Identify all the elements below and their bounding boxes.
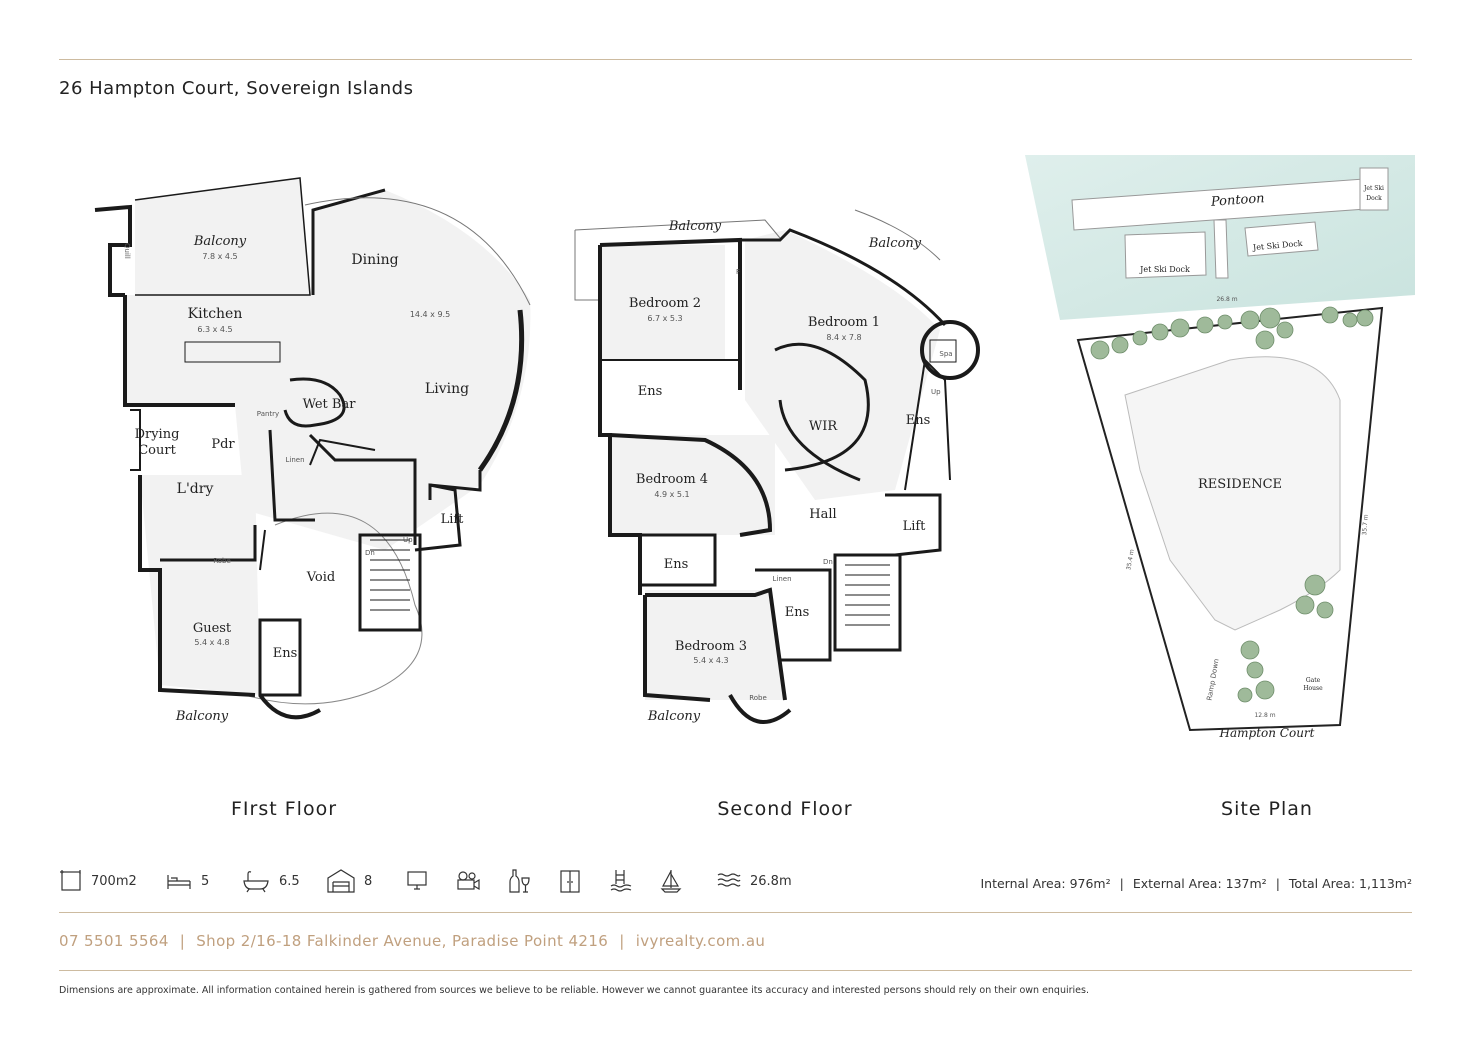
contact-line — [59, 932, 765, 950]
ff-ldry-label: L'dry — [176, 481, 214, 497]
contact-separator: | — [179, 932, 186, 950]
sf-f-label: F — [736, 268, 741, 276]
ff-ens-label: Ens — [272, 646, 298, 661]
garage-icon — [326, 868, 356, 894]
ff-balcony-label: Balcony — [193, 234, 247, 249]
site-dim-left: 35.4 m — [1125, 548, 1136, 571]
ff-living-dim: 14.4 x 9.5 — [409, 310, 451, 319]
ff-lift-label: Lift — [440, 512, 464, 527]
sf-ens-label-2: Ens — [905, 413, 931, 428]
sf-balcony-right-label: Balcony — [868, 236, 922, 251]
land-value: 700m2 — [91, 873, 137, 889]
phone-link[interactable]: 07 5501 5564 — [59, 932, 169, 950]
external-area: External Area: 137m² — [1132, 876, 1267, 891]
ff-drying-label-1: Drying — [134, 427, 180, 442]
sf-wir-label: WIR — [808, 419, 838, 434]
feature-pool — [609, 866, 641, 896]
site-gatehouse-b: House — [1303, 685, 1323, 692]
ff-pdr-label: Pdr — [211, 437, 235, 452]
ff-kitchen-label: Kitchen — [187, 306, 243, 322]
site-gatehouse-a: Gate — [1305, 677, 1321, 684]
site-jetski-dock-3a: Jet Ski — [1364, 185, 1384, 192]
sf-balcony-top-label: Balcony — [668, 219, 722, 234]
page-title: 26 Hampton Court, Sovereign Islands — [59, 78, 414, 99]
top-rule — [59, 59, 1412, 60]
sf-bedroom3-label: Bedroom 3 — [674, 639, 748, 654]
sailboat-icon — [659, 868, 683, 894]
bottom-rule — [59, 970, 1412, 971]
sf-robe-label: Robe — [749, 694, 767, 702]
area-separator: | — [1119, 876, 1124, 891]
ff-guest-label: Guest — [192, 621, 232, 636]
sf-balcony-bottom-label: Balcony — [647, 709, 701, 724]
pool-icon — [609, 868, 633, 894]
ff-up-label: Up — [403, 536, 413, 544]
site-dim-top: 26.8 m — [1216, 296, 1238, 303]
site-jetski-dock-2: Jet Ski Dock — [1252, 238, 1303, 253]
ff-quill-label: Quill — [123, 243, 131, 259]
ff-robe-label: Robe — [213, 557, 231, 565]
feature-waterfront — [716, 866, 792, 896]
sf-hall-label: Hall — [809, 507, 837, 522]
feature-land — [59, 866, 137, 896]
first-floor-plan — [85, 150, 545, 750]
office-address: Shop 2/16-18 Falkinder Avenue, Paradise Point 4216 — [196, 932, 609, 950]
site-residence-label: RESIDENCE — [1197, 477, 1283, 492]
feature-boating — [659, 866, 691, 896]
bathtub-icon — [241, 869, 271, 893]
feature-wine — [507, 866, 539, 896]
bed-icon — [165, 869, 193, 893]
disclaimer-text: Dimensions are approximate. All information contained herein is gathered from sources we believe to be reliable. However we cannot guarantee its accuracy and interested persons should rely on their own enquiries. — [59, 985, 1089, 996]
site-dim-bottom: 12.8 m — [1254, 712, 1276, 719]
waterfront-value: 26.8m — [750, 873, 792, 889]
feature-garage — [326, 866, 372, 896]
site-hampton-court-label: Hampton Court — [1219, 726, 1315, 740]
sf-linen-label: Linen — [772, 575, 792, 583]
site-ramp-down: Ramp Down — [1205, 658, 1221, 702]
site-jetski-dock-3b: Dock — [1366, 195, 1382, 202]
total-area: Total Area: 1,113m² — [1288, 876, 1412, 891]
sf-bedroom3-dim: 5.4 x 4.3 — [693, 656, 729, 665]
feature-doors — [558, 866, 590, 896]
site-plan — [1020, 150, 1420, 750]
area-summary — [980, 876, 1412, 891]
ff-drying-label-2: Court — [138, 443, 176, 458]
ff-wetbar-label: Wet Bar — [302, 397, 356, 412]
land-area-icon — [59, 869, 83, 893]
feature-bedrooms — [165, 866, 209, 896]
sf-spa-label: Spa — [939, 350, 953, 358]
sf-dn-label: Dn — [823, 558, 833, 566]
bedrooms-value: 5 — [201, 873, 210, 889]
second-floor-plan — [565, 150, 1005, 750]
site-pontoon-label: Pontoon — [1210, 191, 1266, 210]
ff-guest-balcony-label: Balcony — [175, 709, 229, 724]
wine-icon — [507, 868, 531, 894]
sf-bedroom2-dim: 6.7 x 5.3 — [647, 314, 683, 323]
bathrooms-value: 6.5 — [279, 873, 300, 889]
ff-pantry-label: Pantry — [256, 410, 280, 418]
sf-ens-label-4: Ens — [784, 605, 810, 620]
ff-dining-label: Dining — [351, 252, 399, 268]
internal-area: Internal Area: 976m² — [980, 876, 1111, 891]
movie-camera-icon — [455, 869, 481, 893]
sf-bedroom4-dim: 4.9 x 5.1 — [654, 490, 690, 499]
doors-icon — [558, 869, 582, 893]
site-dim-right: 35.7 m — [1361, 514, 1370, 536]
sf-ens-label-3: Ens — [663, 557, 689, 572]
area-separator: | — [1275, 876, 1280, 891]
waves-icon — [716, 869, 742, 893]
middle-rule — [59, 912, 1412, 913]
first-floor-caption: FIrst Floor — [231, 798, 337, 820]
sf-up-label: Up — [931, 388, 941, 396]
sf-bedroom1-dim: 8.4 x 7.8 — [826, 333, 862, 342]
ff-balcony-dim: 7.8 x 4.5 — [202, 252, 238, 261]
garage-value: 8 — [364, 873, 373, 889]
website-link[interactable]: ivyrealty.com.au — [635, 932, 766, 950]
ff-dn-label: Dn — [365, 549, 375, 557]
ff-living-label: Living — [424, 381, 470, 397]
computer-icon — [405, 869, 429, 893]
feature-bathrooms — [241, 866, 300, 896]
site-jetski-dock-1: Jet Ski Dock — [1140, 265, 1190, 274]
site-plan-caption: Site Plan — [1221, 798, 1313, 820]
ff-linen-label: Linen — [285, 456, 305, 464]
contact-separator: | — [619, 932, 625, 950]
sf-bedroom2-label: Bedroom 2 — [628, 296, 702, 311]
sf-ens-label-1: Ens — [637, 384, 663, 399]
ff-kitchen-dim: 6.3 x 4.5 — [197, 325, 233, 334]
second-floor-caption: Second Floor — [717, 798, 853, 820]
sf-lift-label: Lift — [902, 519, 926, 534]
ff-guest-dim: 5.4 x 4.8 — [194, 638, 230, 647]
sf-bedroom4-label: Bedroom 4 — [635, 472, 709, 487]
sf-bedroom1-label: Bedroom 1 — [807, 315, 881, 330]
feature-media — [455, 866, 489, 896]
feature-study — [405, 866, 437, 896]
ff-void-label: Void — [306, 570, 336, 585]
